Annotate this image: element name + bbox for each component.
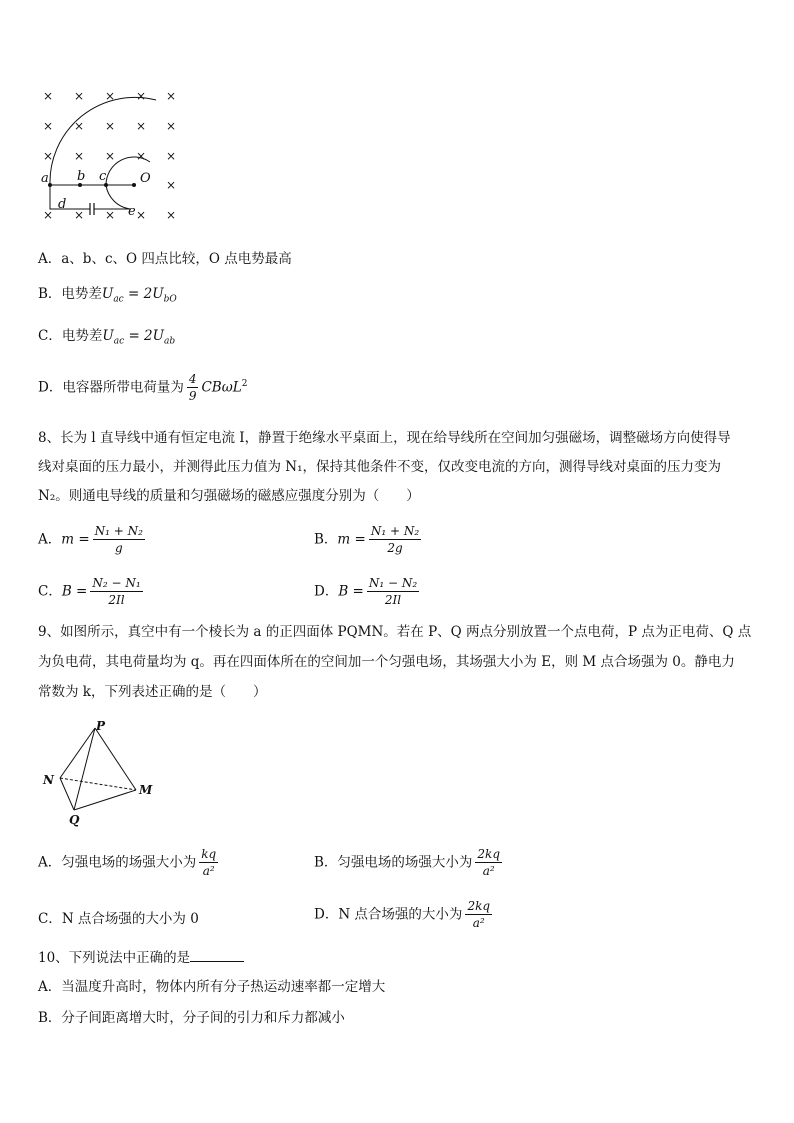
q8-option-d[interactable] [314,576,422,608]
fraction-denominator: a² [472,916,485,931]
edge-NQ [60,778,74,810]
field-cross: × [104,149,116,163]
vertex-M: M [139,783,153,797]
fraction-numerator: 4 [187,372,199,388]
q7-b-formula: U [101,286,114,302]
q7-option-b[interactable] [38,286,177,305]
field-cross: × [165,178,177,192]
field-cross: × [135,149,147,163]
fraction-denominator: 2Il [108,593,125,608]
formula-fraction [465,899,492,931]
q10-option-b[interactable]: B．分子间距离增大时，分子间的引力和斥力都减小 [38,1010,345,1026]
field-cross: × [42,119,54,133]
q7-d-fraction [187,372,199,404]
q8-option-a[interactable] [38,524,148,556]
fraction-denominator: a² [202,864,215,879]
fraction-numerator: N₁ − N₂ [367,576,419,592]
fraction-denominator: 2g [387,541,403,556]
formula-fraction [199,847,218,879]
q9-stem-line2: 为负电荷，其电荷量均为 q。再在四面体所在的空间加一个匀强电场，其场强大小为 E，则 M 点合场强为 0。静电力 [38,654,735,670]
label-O: O [140,171,151,186]
fraction-numerator: 2kq [475,847,502,863]
q8-stem-line1: 8、长为 l 直导线中通有恒定电流 I，静置于绝缘水平桌面上，现在给导线所在空间加匀强磁场，调整磁场方向使得导 [38,430,731,446]
edge-PN [60,728,95,778]
edge-PM [95,728,136,790]
label-b: b [77,169,86,184]
field-cross: × [165,89,177,103]
q9-stem-line3: 常数为 k，下列表述正确的是（ ） [38,684,267,700]
field-cross: × [73,149,85,163]
q8-option-b[interactable] [314,524,424,556]
q8-stem-line3: N₂。则通电导线的质量和匀强磁场的磁感应强度分别为（ ） [38,488,420,504]
formula-lhs: m = [61,531,90,548]
field-cross: × [135,89,147,103]
field-cross: × [104,208,116,222]
q9-stem-line1: 9、如图所示，真空中有一个棱长为 a 的正四面体 PQMN。若在 P、Q 两点分别放置一个点电荷，P 点为正电荷、Q 点 [38,624,752,640]
q7-b-sub1: ac [113,294,124,305]
field-cross: × [135,208,147,222]
formula-fraction [90,576,142,608]
fraction-denominator: 9 [188,389,197,404]
option-label: D． [314,583,339,600]
field-cross: × [42,89,54,103]
q8-option-c[interactable] [38,576,146,608]
formula-fraction [93,524,145,556]
q7-option-d[interactable] [38,372,247,404]
field-cross: × [165,208,177,222]
q7-c-eq: = 2U [128,328,165,344]
field-cross: × [42,149,54,163]
edge-NM-dashed [60,778,136,790]
fraction-denominator: g [114,541,123,556]
vertex-Q: Q [69,813,80,827]
formula-fraction [369,524,421,556]
edge-PQ [74,728,95,810]
magnetic-field-figure [36,84,196,230]
formula-lhs: m = [337,531,366,548]
field-cross: × [73,89,85,103]
fraction-denominator: a² [482,864,495,879]
q7-d-sup: 2 [241,378,248,389]
option-label: C． [38,583,62,600]
q7-b-prefix: B．电势差 [38,286,102,302]
formula-fraction [367,576,419,608]
q9-option-c[interactable]: C．N 点合场强的大小为 0 [38,911,199,927]
option-text: B．匀强电场的场强大小为 [314,854,473,871]
field-cross: × [165,149,177,163]
option-label: A． [38,531,62,548]
field-cross: × [135,119,147,133]
q9-option-a[interactable] [38,847,221,879]
q7-c-formula: U [102,328,114,344]
fraction-numerator: kq [199,847,218,863]
fraction-numerator: N₂ − N₁ [90,576,142,592]
field-cross: × [73,119,85,133]
answer-blank[interactable] [190,949,244,962]
vertex-N: N [43,773,54,787]
label-d: d [58,197,67,212]
q7-option-a[interactable]: A．a、b、c、O 四点比较，O 点电势最高 [38,251,292,267]
option-label: B． [314,531,338,548]
field-cross: × [104,89,116,103]
field-cross: × [73,208,85,222]
q7-d-prefix: D．电容器所带电荷量为 [38,379,184,396]
q10-stem-text: 10、下列说法中正确的是 [38,950,191,966]
label-a: a [41,171,49,186]
field-cross: × [104,119,116,133]
field-cross: × [42,208,54,222]
tetrahedron-figure [40,718,170,828]
q10-option-a[interactable]: A．当温度升高时，物体内所有分子热运动速率都一定增大 [38,979,386,995]
fraction-numerator: N₁ + N₂ [369,524,421,540]
q7-d-tail: CBωL [201,379,242,396]
field-cross: × [165,119,177,133]
q7-c-sub1: ac [113,336,125,347]
q8-stem-line2: 线对桌面的压力最小，并测得此压力值为 N₁，保持其他条件不变，仅改变电流的方向，测得导线对桌面的压力变为 [38,459,722,475]
q9-option-d[interactable] [314,899,495,931]
q7-c-prefix: C．电势差 [38,328,103,344]
label-e: e [128,204,136,219]
q7-b-sub2: bO [163,294,177,305]
circuit-wire [50,185,90,209]
edge-QM [74,790,136,810]
q10-stem [38,949,244,966]
q9-option-b[interactable] [314,847,505,879]
q7-c-sub2: ab [164,336,176,347]
fraction-numerator: N₁ + N₂ [93,524,145,540]
q7-b-eq: = 2U [128,286,164,302]
option-text: D．N 点合场强的大小为 [314,906,463,923]
label-c: c [99,169,107,184]
formula-fraction [475,847,502,879]
formula-lhs: B = [61,583,88,600]
option-text: A．匀强电场的场强大小为 [38,854,197,871]
fraction-denominator: 2Il [384,593,402,608]
q7-option-c[interactable] [38,328,175,347]
formula-lhs: B = [338,583,364,600]
vertex-P: P [96,719,106,733]
fraction-numerator: 2kq [465,899,492,915]
